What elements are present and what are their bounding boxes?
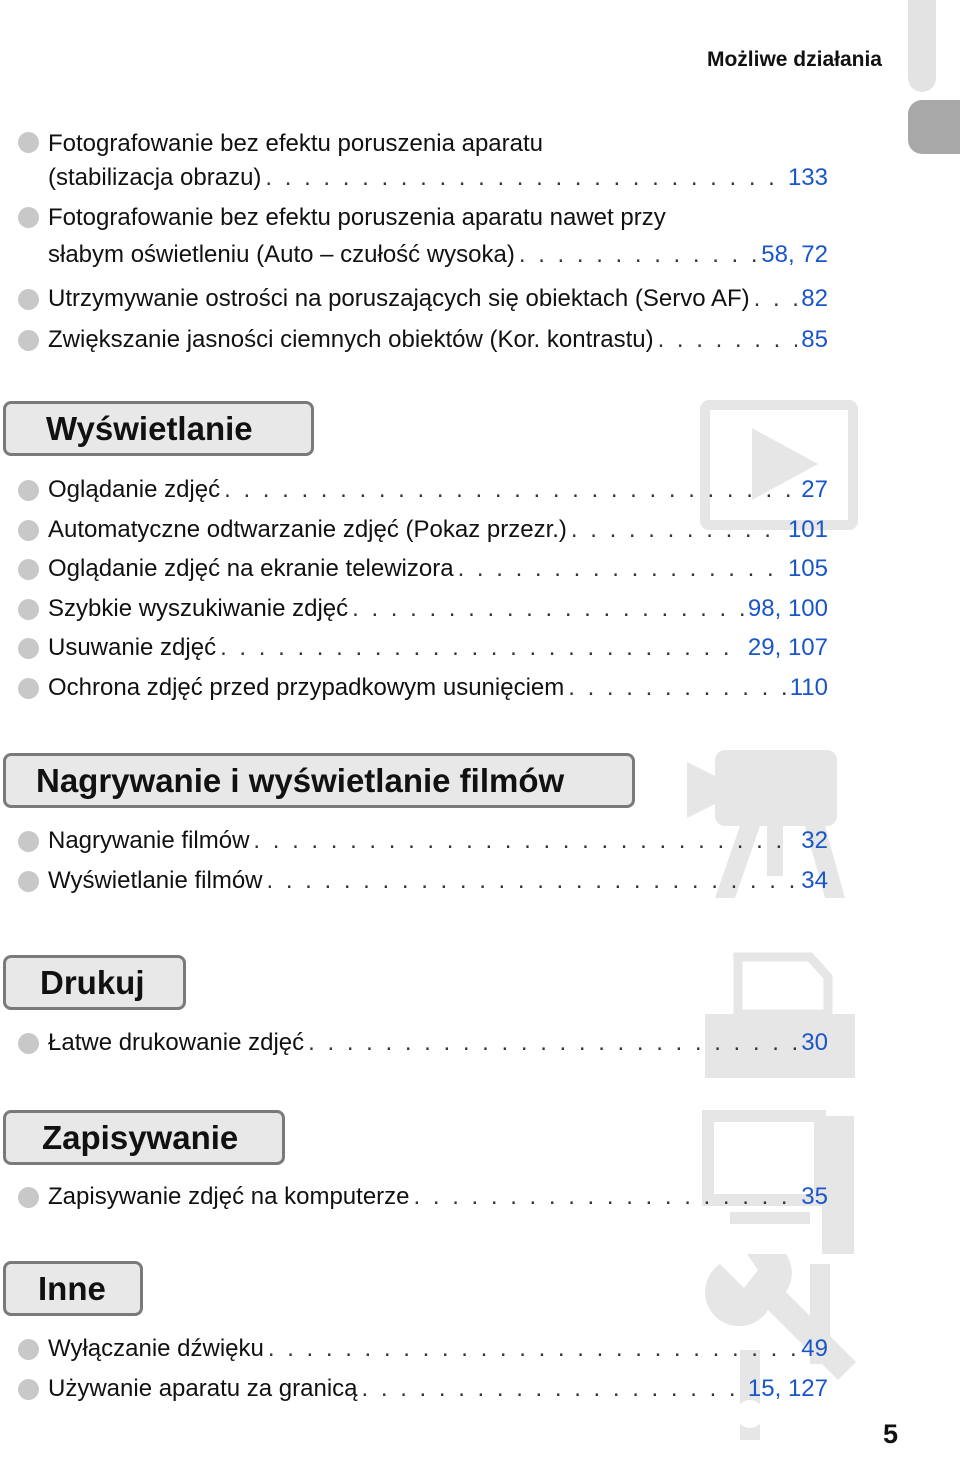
bullet-icon — [18, 520, 39, 541]
page-link[interactable]: 110 — [789, 673, 828, 701]
page-number: 5 — [882, 1419, 898, 1449]
dot-leader — [362, 1377, 744, 1401]
entry-text: Wyłączanie dźwięku — [48, 1335, 264, 1362]
list-item[interactable] — [0, 238, 900, 279]
page-header-title: Możliwe działania — [706, 48, 882, 71]
section-entries — [0, 1329, 900, 1408]
page-link[interactable]: 35 — [801, 1183, 828, 1210]
page-link[interactable]: 85 — [801, 326, 828, 353]
bullet-icon — [18, 559, 39, 580]
page-link[interactable]: 27 — [801, 476, 828, 503]
dot-leader — [658, 328, 798, 352]
section-header: Zapisywanie — [3, 1110, 285, 1165]
list-item[interactable] — [0, 470, 900, 510]
list-item[interactable] — [0, 279, 900, 320]
list-item[interactable] — [0, 589, 900, 629]
bullet-icon — [18, 1187, 39, 1208]
section-entries — [0, 1023, 900, 1063]
top-entries — [0, 124, 900, 361]
dot-leader — [224, 478, 797, 502]
bullet-icon — [18, 1033, 39, 1054]
entry-text: Zwiększanie jasności ciemnych obiektów (Kor. kontrastu) — [48, 326, 654, 353]
bullet-icon — [18, 599, 39, 620]
list-item[interactable] — [0, 510, 900, 550]
entry-text: Automatyczne odtwarzanie zdjęć (Pokaz przezr.) — [48, 515, 567, 543]
page-link[interactable]: 105 — [787, 555, 828, 582]
section-header: Drukuj — [3, 955, 186, 1010]
dot-leader — [568, 676, 786, 700]
list-item[interactable] — [0, 1369, 900, 1409]
entry-text: Usuwanie zdjęć — [48, 634, 217, 661]
list-item[interactable] — [0, 320, 900, 361]
entry-text: Oglądanie zdjęć na ekranie telewizora — [48, 555, 454, 582]
page-link[interactable]: 29, 107 — [747, 634, 828, 661]
page-link[interactable]: 30 — [801, 1029, 828, 1056]
page-link[interactable]: 82 — [801, 285, 828, 312]
bullet-icon — [18, 831, 39, 852]
page-link[interactable]: 101 — [787, 515, 828, 543]
dot-leader — [308, 1031, 797, 1055]
list-item[interactable] — [0, 628, 900, 668]
bullet-icon — [18, 1379, 39, 1400]
list-item[interactable] — [0, 1023, 900, 1063]
dot-leader — [754, 287, 798, 311]
entry-text: Ochrona zdjęć przed przypadkowym usunięciem — [48, 673, 565, 701]
dot-leader — [253, 829, 797, 853]
list-item — [0, 200, 900, 238]
list-item[interactable] — [0, 1329, 900, 1369]
entry-text: Oglądanie zdjęć — [48, 476, 221, 503]
list-item[interactable] — [0, 861, 900, 901]
page-link[interactable]: 34 — [801, 866, 828, 894]
page-link[interactable]: 58, 72 — [761, 241, 828, 268]
section-entries — [0, 1177, 900, 1217]
entry-text: Fotografowanie bez efektu poruszenia aparatu nawet przy — [48, 204, 666, 231]
page-link[interactable]: 133 — [787, 164, 828, 191]
printer-icon — [700, 952, 860, 1082]
dot-leader — [458, 557, 784, 581]
page-link[interactable]: 98, 100 — [747, 594, 828, 622]
bullet-icon — [18, 480, 39, 501]
bullet-icon — [18, 289, 39, 310]
page-link[interactable]: 32 — [801, 827, 828, 854]
bullet-icon — [18, 330, 39, 351]
dot-leader — [519, 243, 757, 267]
entry-text: Używanie aparatu za granicą — [48, 1374, 358, 1402]
dot-leader — [267, 869, 798, 893]
list-item[interactable] — [0, 821, 900, 861]
section-header: Inne — [3, 1261, 143, 1316]
dot-leader — [220, 636, 744, 660]
section-entries — [0, 821, 900, 900]
section-header: Wyświetlanie — [3, 401, 314, 456]
bullet-icon — [18, 207, 39, 228]
entry-text: (stabilizacja obrazu) — [48, 164, 262, 191]
page-link[interactable]: 49 — [801, 1335, 828, 1362]
bullet-icon — [18, 871, 39, 892]
entry-text: Utrzymywanie ostrości na poruszających się obiektach (Servo AF) — [48, 285, 750, 312]
dot-leader — [571, 518, 784, 542]
dot-leader — [268, 1337, 797, 1361]
dot-leader — [352, 597, 744, 621]
dot-leader — [414, 1185, 798, 1209]
entry-text: Łatwe drukowanie zdjęć — [48, 1029, 305, 1056]
bullet-icon — [18, 132, 39, 153]
list-item[interactable] — [0, 668, 900, 708]
entry-text: Fotografowanie bez efektu poruszenia aparatu — [48, 130, 543, 157]
list-item[interactable] — [0, 162, 900, 200]
entry-text: Zapisywanie zdjęć na komputerze — [48, 1183, 410, 1210]
chapter-tab-active — [908, 100, 960, 154]
entry-text: Szybkie wyszukiwanie zdjęć — [48, 594, 349, 622]
entry-text: Nagrywanie filmów — [48, 827, 250, 854]
bullet-icon — [18, 638, 39, 659]
list-item — [0, 124, 900, 162]
list-item[interactable] — [0, 1177, 900, 1217]
chapter-tab-light — [908, 0, 936, 92]
dot-leader — [265, 166, 784, 190]
bullet-icon — [18, 1339, 39, 1360]
entry-text: Wyświetlanie filmów — [48, 866, 263, 894]
bullet-icon — [18, 678, 39, 699]
section-header: Nagrywanie i wyświetlanie filmów — [3, 753, 635, 808]
entry-text: słabym oświetleniu (Auto – czułość wysoka) — [48, 241, 515, 268]
page-link[interactable]: 15, 127 — [747, 1374, 828, 1402]
list-item[interactable] — [0, 549, 900, 589]
section-entries — [0, 470, 900, 707]
